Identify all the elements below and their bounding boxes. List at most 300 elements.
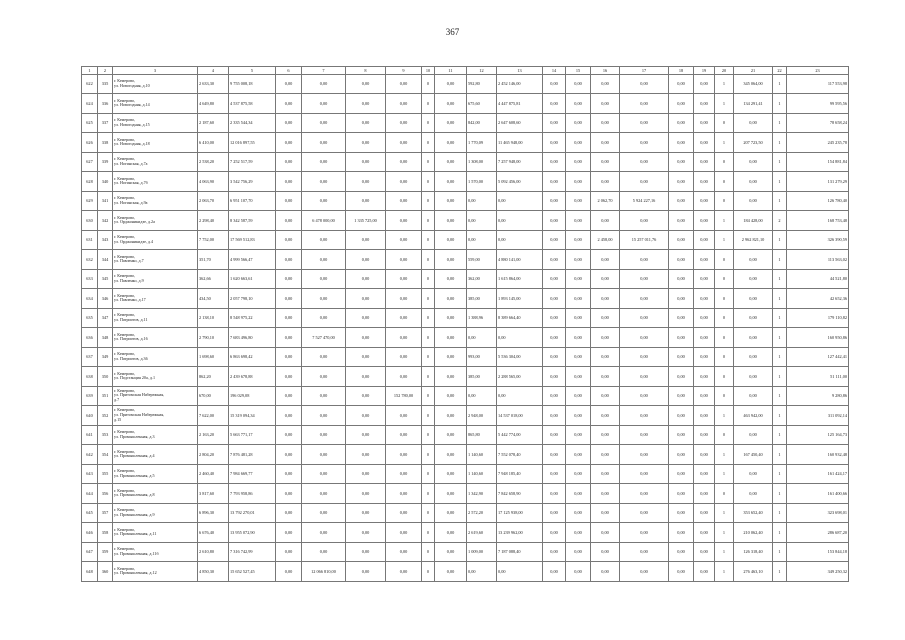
table-cell: 0,00 — [669, 406, 694, 426]
table-cell: 0,00 — [276, 230, 302, 250]
table-cell: 0,00 — [346, 289, 386, 309]
address-cell: г. Кемерово, ул. Промышленная, д.5 — [113, 464, 198, 484]
table-cell: 0 — [715, 367, 734, 387]
table-cell: 13 955 072,90 — [229, 523, 276, 543]
table-cell: 358 — [98, 523, 113, 543]
table-cell: 0,00 — [620, 308, 669, 328]
table-cell: 0,00 — [302, 425, 346, 445]
table-cell: 0,00 — [694, 74, 715, 94]
table-cell: 0,00 — [435, 347, 467, 367]
table-cell: 0 — [422, 386, 435, 406]
table-cell: 0 — [422, 74, 435, 94]
table-cell: 0,00 — [302, 250, 346, 270]
table-cell: 1 — [773, 406, 787, 426]
table-cell: 6 410,00 — [198, 133, 229, 153]
table-cell: 0,00 — [435, 425, 467, 445]
table-cell: 0,00 — [386, 172, 422, 192]
page-number: 367 — [445, 27, 460, 37]
table-cell: 0 — [422, 269, 435, 289]
table-cell: 134 291,41 — [734, 94, 773, 114]
table-cell: 353 — [98, 425, 113, 445]
table-cell: 348 — [98, 328, 113, 348]
table-cell: 3 542 756,29 — [229, 172, 276, 192]
table-cell: 0,00 — [591, 562, 620, 582]
table-cell: 0 — [715, 152, 734, 172]
table-row — [82, 425, 849, 445]
table-cell: 15 652 527,45 — [229, 562, 276, 582]
table-cell: 635 — [82, 308, 98, 328]
table-cell: 17 125 938,00 — [497, 503, 543, 523]
table-cell: 168 753,48 — [787, 211, 849, 231]
address-cell: г. Кемерово, ул. Патриотов, д.16 — [113, 328, 198, 348]
table-cell: 0,00 — [346, 484, 386, 504]
table-cell: 2 572,20 — [467, 503, 497, 523]
table-cell: 0,00 — [669, 289, 694, 309]
table-cell: 0,00 — [386, 74, 422, 94]
table-cell: 0,00 — [386, 347, 422, 367]
table-cell: 0,00 — [694, 230, 715, 250]
table-cell: 0 — [422, 230, 435, 250]
table-cell: 5 442 774,00 — [497, 425, 543, 445]
column-number: 22 — [773, 67, 787, 75]
table-cell: 0,00 — [694, 328, 715, 348]
table-cell: 12 066 810,00 — [302, 562, 346, 582]
table-cell: 0,00 — [386, 328, 422, 348]
table-cell: 362,66 — [198, 269, 229, 289]
table-cell: 0,00 — [543, 308, 566, 328]
table-cell: 1 — [773, 562, 787, 582]
table-cell: 0,00 — [566, 367, 591, 387]
table-cell: 627 — [82, 152, 98, 172]
table-cell: 1 770,09 — [467, 133, 497, 153]
table-cell: 0,00 — [302, 230, 346, 250]
table-cell: 0,00 — [302, 406, 346, 426]
table-cell: 630 — [82, 211, 98, 231]
table-cell: 0,00 — [591, 484, 620, 504]
table-cell: 1 — [773, 289, 787, 309]
table-cell: 0,00 — [276, 191, 302, 211]
table-cell: 0,00 — [467, 230, 497, 250]
table-cell: 0,00 — [435, 94, 467, 114]
table-cell: 0,00 — [302, 523, 346, 543]
table-cell: 0,00 — [734, 308, 773, 328]
table-cell: 7 622,00 — [198, 406, 229, 426]
table-cell: 8 548 975,22 — [229, 308, 276, 328]
table-cell: 276 463,10 — [734, 562, 773, 582]
table-cell: 0,00 — [566, 328, 591, 348]
table-cell: 0,00 — [734, 113, 773, 133]
table-cell: 0,00 — [346, 445, 386, 465]
table-cell: 0,00 — [669, 113, 694, 133]
table-cell: 5 663 771,17 — [229, 425, 276, 445]
table-cell: 0,00 — [669, 94, 694, 114]
table-cell: 0,00 — [467, 191, 497, 211]
table-cell: 344 — [98, 250, 113, 270]
table-cell: 842,00 — [467, 113, 497, 133]
table-cell: 648 — [82, 562, 98, 582]
table-cell: 592,80 — [467, 74, 497, 94]
table-cell: 0 — [422, 406, 435, 426]
table-cell: 0,00 — [346, 406, 386, 426]
table-cell: 0,00 — [386, 406, 422, 426]
table-cell: 0,00 — [669, 152, 694, 172]
table-cell: 12 016 897,55 — [229, 133, 276, 153]
table-cell: 0,00 — [669, 542, 694, 562]
table-cell: 0 — [422, 445, 435, 465]
table-cell: 0,00 — [276, 211, 302, 231]
table-cell: 0,00 — [566, 172, 591, 192]
table-cell: 639 — [82, 386, 98, 406]
table-cell: 338 — [98, 133, 113, 153]
table-row — [82, 289, 849, 309]
table-cell: 0,00 — [302, 503, 346, 523]
table-row — [82, 347, 849, 367]
table-cell: 207 723,50 — [734, 133, 773, 153]
table-cell: 131 279,29 — [787, 172, 849, 192]
table-cell: 0,00 — [591, 172, 620, 192]
table-cell: 0,00 — [620, 523, 669, 543]
table-cell: 0,00 — [302, 542, 346, 562]
table-cell: 0,00 — [591, 133, 620, 153]
table-cell: 0 — [422, 523, 435, 543]
table-cell: 0,00 — [467, 211, 497, 231]
table-cell: 1 — [773, 152, 787, 172]
table-cell: 0 — [422, 152, 435, 172]
column-number: 21 — [734, 67, 773, 75]
table-cell: 0,00 — [386, 152, 422, 172]
table-cell: 4 850,30 — [198, 562, 229, 582]
table-cell: 1 893 145,00 — [497, 289, 543, 309]
table-cell: 0,00 — [302, 94, 346, 114]
table-cell: 326 390,59 — [787, 230, 849, 250]
table-cell: 1 — [715, 503, 734, 523]
table-cell: 78 658,24 — [787, 113, 849, 133]
table-cell: 0,00 — [694, 367, 715, 387]
table-cell: 0,00 — [566, 308, 591, 328]
column-number: 19 — [694, 67, 715, 75]
table-cell: 633 — [82, 269, 98, 289]
table-cell: 0,00 — [497, 386, 543, 406]
table-cell: 311 092,14 — [787, 406, 849, 426]
column-number: 15 — [566, 67, 591, 75]
table-cell: 345 064,00 — [734, 74, 773, 94]
table-cell: 0,00 — [591, 113, 620, 133]
table-cell: 0,00 — [543, 464, 566, 484]
table-cell: 0,00 — [734, 250, 773, 270]
table-cell: 117 553,98 — [787, 74, 849, 94]
table-cell: 0,00 — [566, 542, 591, 562]
table-cell: 0,00 — [346, 328, 386, 348]
address-cell: г. Кемерово, ул. Промышленная, д.4 — [113, 445, 198, 465]
table-cell: 4 649,80 — [198, 94, 229, 114]
table-cell: 0,00 — [694, 542, 715, 562]
table-cell: 15 257 011,76 — [620, 230, 669, 250]
table-cell: 0,00 — [435, 523, 467, 543]
table-cell: 2 452 146,00 — [497, 74, 543, 94]
table-cell: 0,00 — [543, 503, 566, 523]
table-cell: 1 — [715, 406, 734, 426]
table-cell: 2 619,60 — [467, 523, 497, 543]
table-cell: 640 — [82, 406, 98, 426]
table-cell: 0,00 — [591, 94, 620, 114]
address-cell: г. Кемерово, ул. Новогодняя, д.15 — [113, 113, 198, 133]
table-cell: 1 — [715, 94, 734, 114]
table-cell: 286 687,20 — [787, 523, 849, 543]
table-cell: 0,00 — [694, 133, 715, 153]
table-cell: 161 400,66 — [787, 484, 849, 504]
table-cell: 5 536 304,00 — [497, 347, 543, 367]
table-cell: 0,00 — [620, 484, 669, 504]
table-cell: 5 092 456,00 — [497, 172, 543, 192]
table-cell: 0,00 — [543, 211, 566, 231]
table-cell: 0,00 — [543, 523, 566, 543]
table-cell: 0,00 — [435, 503, 467, 523]
table-cell: 1 698,60 — [198, 347, 229, 367]
table-cell: 0,00 — [497, 328, 543, 348]
address-cell: г. Кемерово, ул. Притомская Набережная, д.7 — [113, 386, 198, 406]
table-cell: 0,00 — [346, 172, 386, 192]
table-cell: 0,00 — [591, 523, 620, 543]
table-cell: 0,00 — [302, 133, 346, 153]
table-cell: 113 563,02 — [787, 250, 849, 270]
column-number: 9 — [386, 67, 422, 75]
table-cell: 0,00 — [435, 250, 467, 270]
table-cell: 0,00 — [435, 562, 467, 582]
table-cell: 0,00 — [276, 308, 302, 328]
table-cell: 8 389 664,40 — [497, 308, 543, 328]
table-row — [82, 406, 849, 426]
table-cell: 2 538,20 — [198, 152, 229, 172]
table-cell: 0,00 — [302, 464, 346, 484]
table-cell: 7 793 958,86 — [229, 484, 276, 504]
table-cell: 0,00 — [734, 289, 773, 309]
table-cell: 0,00 — [591, 328, 620, 348]
table-cell: 2 633,30 — [198, 74, 229, 94]
column-number: 1 — [82, 67, 98, 75]
table-cell: 865,80 — [467, 425, 497, 445]
table-cell: 1 — [715, 562, 734, 582]
table-cell: 351,70 — [198, 250, 229, 270]
address-cell: г. Кемерово, ул. Притомская Набережная, д.15 — [113, 406, 198, 426]
table-cell: 0,00 — [386, 425, 422, 445]
table-cell: 0,00 — [302, 191, 346, 211]
table-cell: 349 — [98, 347, 113, 367]
table-cell: 0,00 — [694, 308, 715, 328]
table-cell: 0,00 — [669, 230, 694, 250]
table-cell: 9 280,86 — [787, 386, 849, 406]
table-cell: 7 187 088,40 — [497, 542, 543, 562]
table-row — [82, 523, 849, 543]
table-cell: 167 450,40 — [734, 445, 773, 465]
table-cell: 42 652,36 — [787, 289, 849, 309]
table-cell: 2 804,20 — [198, 445, 229, 465]
table-cell: 0,00 — [734, 367, 773, 387]
table-cell: 0,00 — [669, 464, 694, 484]
table-cell: 2 647 608,60 — [497, 113, 543, 133]
column-number: 13 — [497, 67, 543, 75]
table-cell: 1 — [773, 386, 787, 406]
table-cell: 0 — [422, 211, 435, 231]
table-cell: 0,00 — [620, 562, 669, 582]
table-cell: 2 610,80 — [198, 542, 229, 562]
table-cell: 0,00 — [566, 445, 591, 465]
table-cell: 0,00 — [591, 406, 620, 426]
table-cell: 0,00 — [566, 464, 591, 484]
table-cell: 7 984 669,77 — [229, 464, 276, 484]
table-cell: 7 948 185,40 — [497, 464, 543, 484]
address-cell: г. Кемерово, ул. Ногинская, д.7б — [113, 172, 198, 192]
table-cell: 0,00 — [669, 445, 694, 465]
table-row — [82, 250, 849, 270]
table-cell: 0,00 — [497, 211, 543, 231]
table-cell: 355 — [98, 464, 113, 484]
table-cell: 0,00 — [734, 191, 773, 211]
table-cell: 629 — [82, 191, 98, 211]
table-cell: 0,00 — [543, 74, 566, 94]
table-cell: 0,00 — [435, 269, 467, 289]
table-cell: 125 164,73 — [787, 425, 849, 445]
table-cell: 2 948,00 — [467, 406, 497, 426]
table-cell: 0,00 — [694, 445, 715, 465]
table-cell: 0,00 — [566, 289, 591, 309]
table-cell: 0 — [422, 250, 435, 270]
table-cell: 0,00 — [276, 328, 302, 348]
table-cell: 0 — [715, 191, 734, 211]
table-cell: 0 — [422, 542, 435, 562]
table-cell: 463 942,00 — [734, 406, 773, 426]
table-cell: 0,00 — [386, 269, 422, 289]
table-cell: 0,00 — [694, 250, 715, 270]
table-cell: 4 447 875,81 — [497, 94, 543, 114]
table-cell: 0,00 — [543, 328, 566, 348]
table-cell: 0 — [715, 250, 734, 270]
table-cell: 160 932,48 — [787, 445, 849, 465]
table-cell: 1 342,90 — [467, 484, 497, 504]
address-cell: г. Кемерово, ул. Подстанция 20а, д.1 — [113, 367, 198, 387]
table-cell: 0,00 — [302, 367, 346, 387]
table-cell: 862,20 — [198, 367, 229, 387]
table-cell: 0,00 — [734, 172, 773, 192]
table-row — [82, 172, 849, 192]
table-cell: 1 — [773, 191, 787, 211]
table-cell: 1 — [715, 211, 734, 231]
table-cell: 0,00 — [276, 523, 302, 543]
table-cell: 0,00 — [302, 152, 346, 172]
table-cell: 337 — [98, 113, 113, 133]
table-cell: 1 — [773, 425, 787, 445]
table-cell: 0 — [422, 94, 435, 114]
column-number: 5 — [229, 67, 276, 75]
table-cell: 2 — [773, 211, 787, 231]
table-cell: 0,00 — [591, 347, 620, 367]
table-cell: 0,00 — [386, 562, 422, 582]
table-cell: 0,00 — [694, 94, 715, 114]
table-cell: 0,00 — [386, 250, 422, 270]
table-cell: 0,00 — [620, 289, 669, 309]
table-cell: 350 — [98, 367, 113, 387]
table-row — [82, 191, 849, 211]
table-cell: 0,00 — [276, 464, 302, 484]
table-cell: 0,00 — [620, 133, 669, 153]
table-cell: 622 — [82, 74, 98, 94]
table-cell: 7 527 470,00 — [302, 328, 346, 348]
address-cell: г. Кемерово, ул. Патриотов, д.36 — [113, 347, 198, 367]
table-cell: 0,00 — [435, 211, 467, 231]
table-cell: 7 252 517,59 — [229, 152, 276, 172]
table-cell: 2 163,20 — [198, 425, 229, 445]
column-number: 17 — [620, 67, 669, 75]
table-cell: 0,00 — [669, 250, 694, 270]
table-cell: 0 — [422, 464, 435, 484]
table-cell: 0,00 — [386, 133, 422, 153]
column-number: 12 — [467, 67, 497, 75]
table-cell: 0,00 — [566, 113, 591, 133]
table-cell: 4 063,90 — [198, 172, 229, 192]
table-cell: 0,00 — [497, 562, 543, 582]
table-row — [82, 74, 849, 94]
table-cell: 0 — [422, 367, 435, 387]
table-cell: 0,00 — [543, 386, 566, 406]
address-cell: г. Кемерово, ул. Ногинская, д.9а — [113, 191, 198, 211]
table-cell: 2 187,60 — [198, 113, 229, 133]
table-row — [82, 328, 849, 348]
table-cell: 1 — [773, 74, 787, 94]
table-cell: 0,00 — [346, 152, 386, 172]
table-cell: 0,00 — [346, 523, 386, 543]
table-cell: 99 595,56 — [787, 94, 849, 114]
table-cell: 0,00 — [669, 74, 694, 94]
table-cell: 6 896,30 — [198, 503, 229, 523]
table-cell: 0 — [715, 328, 734, 348]
table-cell: 0,00 — [694, 406, 715, 426]
table-cell: 0,00 — [620, 367, 669, 387]
table-cell: 0,00 — [346, 347, 386, 367]
table-row — [82, 94, 849, 114]
table-cell: 0,00 — [669, 308, 694, 328]
table-cell: 17 569 512,83 — [229, 230, 276, 250]
table-cell: 0,00 — [694, 562, 715, 582]
table-cell: 0,00 — [276, 152, 302, 172]
table-cell: 0,00 — [694, 152, 715, 172]
table-cell: 0,00 — [467, 328, 497, 348]
table-cell: 0,00 — [276, 425, 302, 445]
table-cell: 0,00 — [669, 562, 694, 582]
table-cell: 0,00 — [302, 308, 346, 328]
table-cell: 0,00 — [346, 503, 386, 523]
table-cell: 0,00 — [566, 269, 591, 289]
table-cell: 51 111,00 — [787, 367, 849, 387]
table-cell: 0,00 — [591, 425, 620, 445]
table-cell: 0,00 — [276, 445, 302, 465]
table-cell: 1 — [773, 523, 787, 543]
table-cell: 0,00 — [276, 562, 302, 582]
table-cell: 0,00 — [620, 445, 669, 465]
table-cell: 1 — [715, 74, 734, 94]
table-cell: 1 — [715, 133, 734, 153]
table-cell: 0,00 — [694, 113, 715, 133]
table-cell: 434,50 — [198, 289, 229, 309]
table-row — [82, 113, 849, 133]
table-cell: 7 683 496,80 — [229, 328, 276, 348]
table-cell: 7 752,00 — [198, 230, 229, 250]
table-cell: 0,00 — [346, 230, 386, 250]
table-cell: 0,00 — [346, 191, 386, 211]
table-cell: 2 063,70 — [198, 191, 229, 211]
table-cell: 0 — [715, 308, 734, 328]
table-cell: 14 537 018,00 — [497, 406, 543, 426]
table-row — [82, 562, 849, 582]
table-cell: 0,00 — [669, 425, 694, 445]
